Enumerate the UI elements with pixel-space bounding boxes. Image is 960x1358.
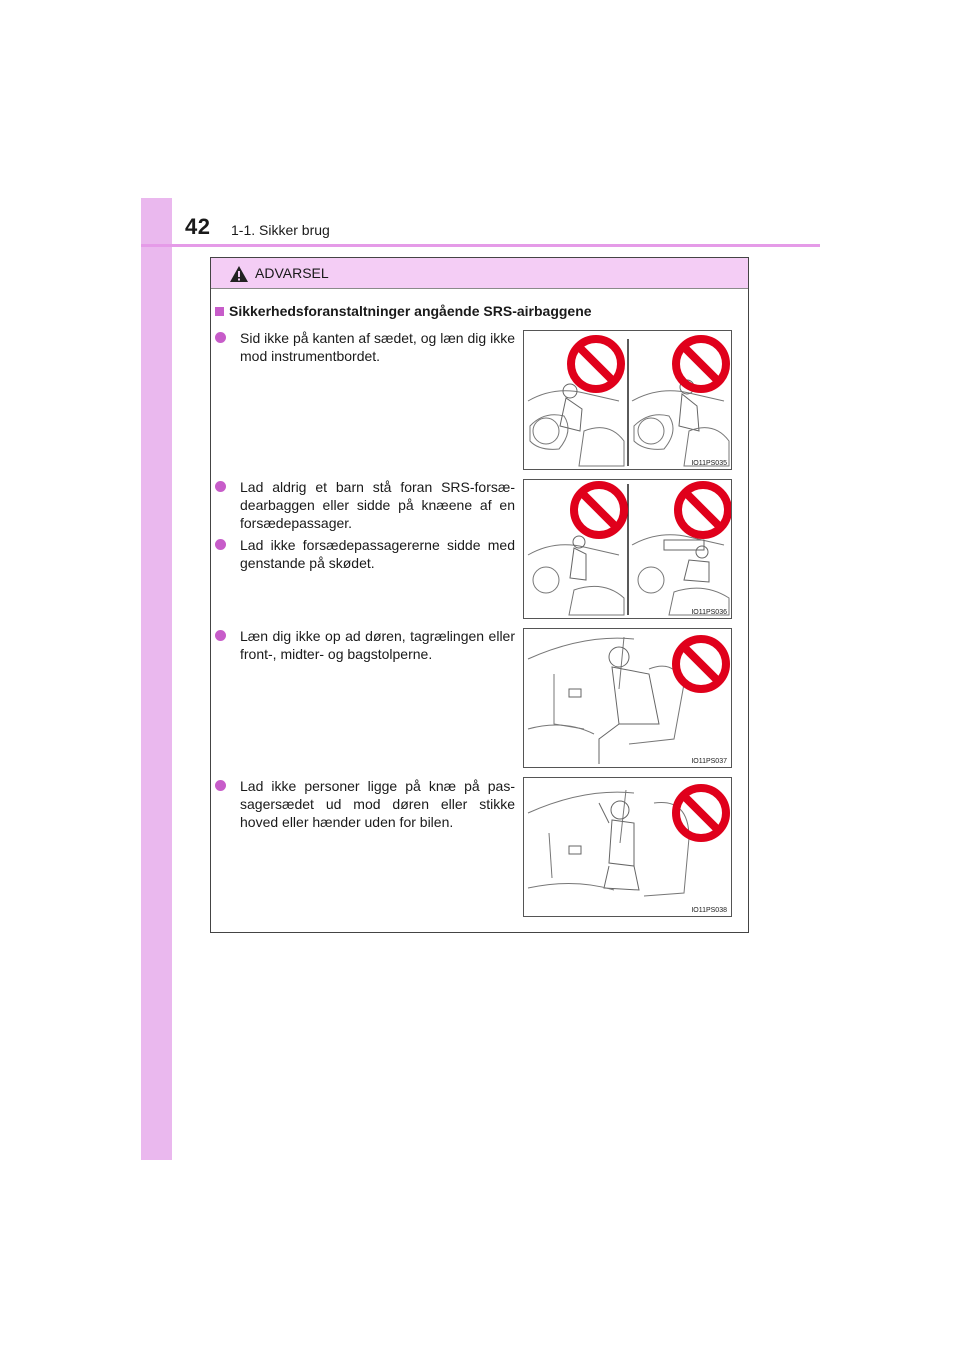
warning-header — [211, 258, 748, 289]
warning-triangle-icon — [229, 265, 249, 283]
round-bullet-icon — [215, 481, 226, 492]
prohibition-icon — [678, 485, 728, 535]
bullet-text: Sid ikke på kanten af sædet, og læn dig ikke mod instrumentbordet. — [240, 330, 515, 364]
warning-box — [210, 257, 749, 933]
illustration-code: IO11PS036 — [691, 609, 727, 616]
bullet-item — [215, 536, 515, 572]
illustration-leaning-forward — [523, 330, 732, 470]
page-number: 42 — [185, 214, 211, 239]
header-rule — [141, 244, 820, 247]
bullet-text: Læn dig ikke op ad døren, tagrælingen eller front-, midter- og bagstolperne. — [240, 628, 515, 662]
side-color-band — [141, 198, 172, 1160]
illustration-code: IO11PS035 — [691, 460, 727, 467]
section-title: 1-1. Sikker brug — [231, 222, 330, 238]
bullet-item — [215, 478, 515, 532]
round-bullet-icon — [215, 630, 226, 641]
warning-sub-heading — [215, 303, 592, 319]
illustration-kneeling-on-seat — [523, 777, 732, 917]
illustration-leaning-on-door — [523, 628, 732, 768]
round-bullet-icon — [215, 539, 226, 550]
square-bullet-icon — [215, 307, 224, 316]
bullet-text: Lad ikke forsædepassagererne sidde med genstande på skødet. — [240, 537, 515, 571]
illustration-code: IO11PS038 — [691, 907, 727, 914]
bullet-item — [215, 627, 515, 663]
sub-heading-text: Sikkerhedsforanstaltninger angående SRS-airbaggene — [229, 303, 592, 319]
warning-label: ADVARSEL — [255, 265, 329, 281]
illustration-code: IO11PS037 — [691, 758, 727, 765]
prohibition-icon — [574, 485, 624, 535]
bullet-item — [215, 777, 515, 831]
illustration-child-front-seat — [523, 479, 732, 619]
bullet-text: Lad ikke personer ligge på knæ på pas-sagersædet ud mod døren eller stikke hoved eller hænder uden for bilen. — [240, 778, 515, 830]
prohibition-icon — [676, 339, 726, 389]
prohibition-icon — [571, 339, 621, 389]
prohibition-icon — [676, 639, 726, 689]
round-bullet-icon — [215, 332, 226, 343]
bullet-text: Lad aldrig et barn stå foran SRS-forsæ-dearbaggen eller sidde på knæene af en forsædepassager. — [240, 479, 515, 531]
round-bullet-icon — [215, 780, 226, 791]
bullet-item — [215, 329, 515, 365]
